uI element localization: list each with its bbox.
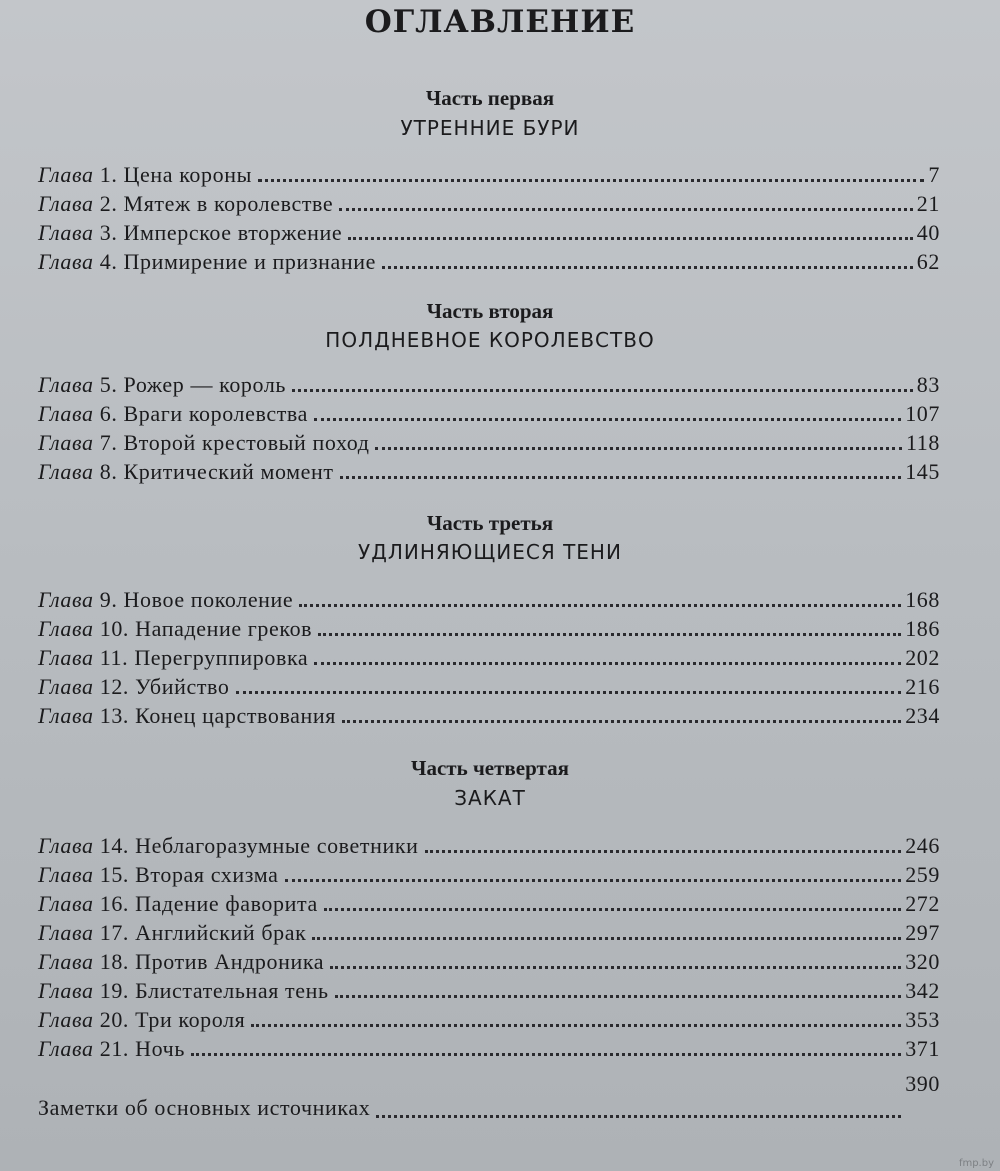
chapter-number: 18. — [99, 949, 130, 974]
page-number: 40 — [916, 220, 940, 245]
chapter-title: Убийство — [135, 674, 230, 699]
chapter-prefix: Глава — [38, 587, 94, 612]
page-number: 168 — [905, 587, 940, 612]
chapter-title: Рожер — король — [123, 372, 287, 397]
chapter-prefix: Глава — [38, 162, 94, 187]
chapter-prefix: Глава — [38, 978, 94, 1003]
toc-entry[interactable] — [38, 860, 940, 889]
chapter-number: 11. — [99, 645, 129, 670]
toc-entry[interactable] — [38, 370, 940, 399]
chapter-title: Вторая схизма — [135, 862, 279, 887]
chapter-title: Конец царствования — [135, 703, 337, 728]
chapter-prefix: Глава — [38, 401, 94, 426]
chapter-prefix: Глава — [38, 891, 94, 916]
chapter-number: 9. — [99, 587, 118, 612]
part-3-title: УДЛИНЯЮЩИЕСЯ ТЕНИ — [358, 540, 622, 564]
leader-dots — [314, 418, 901, 421]
leader-dots — [375, 447, 902, 450]
chapter-title: Падение фаворита — [135, 891, 318, 916]
part-1-label: Часть первая — [425, 86, 555, 110]
chapter-number: 5. — [99, 372, 118, 397]
toc-entry[interactable] — [38, 585, 940, 614]
watermark: fmp.by — [958, 1158, 994, 1169]
chapter-number: 1. — [99, 162, 118, 187]
chapter-title: Три короля — [135, 1007, 246, 1032]
chapter-prefix: Глава — [38, 372, 94, 397]
chapter-number: 20. — [99, 1007, 130, 1032]
chapter-title: Неблагоразумные советники — [135, 833, 419, 858]
leader-dots — [236, 691, 902, 694]
toc-entry[interactable] — [38, 918, 940, 947]
toc-entry[interactable] — [38, 160, 940, 189]
chapter-title: Примирение и признание — [123, 249, 377, 274]
chapter-number: 15. — [99, 862, 130, 887]
chapter-title: Критический момент — [123, 459, 334, 484]
toc-entry[interactable] — [38, 672, 940, 701]
leader-dots — [348, 237, 912, 240]
chapter-title: Нападение греков — [135, 616, 313, 641]
page-number: 234 — [905, 703, 940, 728]
leader-dots — [318, 633, 901, 636]
toc-entry[interactable] — [38, 614, 940, 643]
part-4-title: ЗАКАТ — [454, 786, 526, 810]
page-number: 186 — [905, 616, 940, 641]
chapter-number: 6. — [99, 401, 118, 426]
leader-dots — [191, 1053, 901, 1056]
page-title: ОГЛАВЛЕНИЕ — [364, 4, 636, 40]
page-number: 202 — [905, 645, 940, 670]
chapter-title: Второй крестовый поход — [123, 430, 370, 455]
chapter-title: Враги королевства — [123, 401, 308, 426]
toc-entry[interactable] — [38, 701, 940, 730]
chapter-prefix: Глава — [38, 674, 94, 699]
chapter-prefix: Глава — [38, 949, 94, 974]
chapter-prefix: Глава — [38, 833, 94, 858]
chapter-title: Против Андроника — [135, 949, 325, 974]
page-number: 246 — [905, 833, 940, 858]
chapter-number: 4. — [99, 249, 118, 274]
chapter-number: 13. — [99, 703, 130, 728]
chapter-prefix: Глава — [38, 645, 94, 670]
leader-dots — [335, 995, 902, 998]
chapter-title: Ночь — [135, 1036, 185, 1061]
toc-entry[interactable] — [38, 976, 940, 1005]
chapter-title: Имперское вторжение — [123, 220, 343, 245]
toc-entry[interactable] — [38, 189, 940, 218]
chapter-prefix: Глава — [38, 459, 94, 484]
chapter-prefix: Глава — [38, 191, 94, 216]
chapter-prefix: Глава — [38, 920, 94, 945]
chapter-title: Мятеж в королевстве — [123, 191, 334, 216]
page-number: 21 — [916, 191, 940, 216]
leader-dots — [285, 879, 902, 882]
leader-dots — [342, 720, 901, 723]
page-number: 216 — [905, 674, 940, 699]
part-2-label: Часть вторая — [426, 299, 554, 323]
page-number: 390 — [905, 1071, 940, 1096]
chapter-number: 3. — [99, 220, 118, 245]
chapter-title: Блистательная тень — [135, 978, 329, 1003]
page-number: 342 — [905, 978, 940, 1003]
chapter-number: 7. — [99, 430, 118, 455]
chapter-title: Новое поколение — [123, 587, 294, 612]
chapter-prefix: Глава — [38, 249, 94, 274]
leader-dots — [251, 1024, 901, 1027]
page-number: 297 — [905, 920, 940, 945]
leader-dots — [339, 208, 913, 211]
leader-dots — [292, 389, 913, 392]
leader-dots — [312, 937, 901, 940]
chapter-number: 14. — [99, 833, 130, 858]
chapter-number: 16. — [99, 891, 130, 916]
chapter-number: 17. — [99, 920, 130, 945]
page-number: 7 — [928, 162, 940, 187]
chapter-number: 2. — [99, 191, 118, 216]
leader-dots — [330, 966, 901, 969]
page-number: 145 — [905, 459, 940, 484]
chapter-prefix: Глава — [38, 616, 94, 641]
chapter-title: Перегруппировка — [134, 645, 309, 670]
chapter-prefix: Глава — [38, 1007, 94, 1032]
chapter-number: 8. — [99, 459, 118, 484]
leader-dots — [425, 850, 902, 853]
leader-dots — [314, 662, 901, 665]
toc-entry[interactable] — [38, 1034, 940, 1063]
toc-entry[interactable] — [38, 889, 940, 918]
toc-entry-notes[interactable] — [38, 1071, 940, 1122]
leader-dots — [382, 266, 913, 269]
leader-dots — [340, 476, 902, 479]
chapter-number: 12. — [99, 674, 130, 699]
chapter-prefix: Глава — [38, 430, 94, 455]
page-number: 62 — [916, 249, 940, 274]
page-number: 320 — [905, 949, 940, 974]
page-number: 371 — [905, 1036, 940, 1061]
chapter-title: Английский брак — [135, 920, 307, 945]
notes-title: Заметки об основных источниках — [38, 1095, 371, 1120]
toc-entry[interactable] — [38, 247, 940, 276]
part-2-title: ПОЛДНЕВНОЕ КОРОЛЕВСТВО — [325, 328, 655, 352]
page-number: 259 — [905, 862, 940, 887]
toc-entry[interactable] — [38, 831, 940, 860]
toc-entry[interactable] — [38, 428, 940, 457]
page-number: 353 — [905, 1007, 940, 1032]
toc-entry[interactable] — [38, 218, 940, 247]
page-number: 83 — [916, 372, 940, 397]
toc-entry[interactable] — [38, 947, 940, 976]
chapter-number: 19. — [99, 978, 130, 1003]
leader-dots — [324, 908, 901, 911]
leader-dots — [376, 1115, 901, 1118]
chapter-prefix: Глава — [38, 703, 94, 728]
chapter-prefix: Глава — [38, 1036, 94, 1061]
toc-entry[interactable] — [38, 1005, 940, 1034]
page-number: 107 — [905, 401, 940, 426]
chapter-number: 10. — [99, 616, 130, 641]
leader-dots — [299, 604, 901, 607]
chapter-prefix: Глава — [38, 220, 94, 245]
part-1-title: УТРЕННИЕ БУРИ — [400, 116, 580, 140]
chapter-prefix: Глава — [38, 862, 94, 887]
toc-entry[interactable] — [38, 643, 940, 672]
page-number: 118 — [906, 430, 940, 455]
leader-dots — [258, 179, 924, 182]
part-3-label: Часть третья — [426, 511, 554, 535]
chapter-title: Цена короны — [123, 162, 252, 187]
page-number: 272 — [905, 891, 940, 916]
chapter-number: 21. — [99, 1036, 130, 1061]
toc-entry[interactable] — [38, 457, 940, 486]
toc-entry[interactable] — [38, 399, 940, 428]
part-4-label: Часть четвертая — [411, 756, 569, 780]
